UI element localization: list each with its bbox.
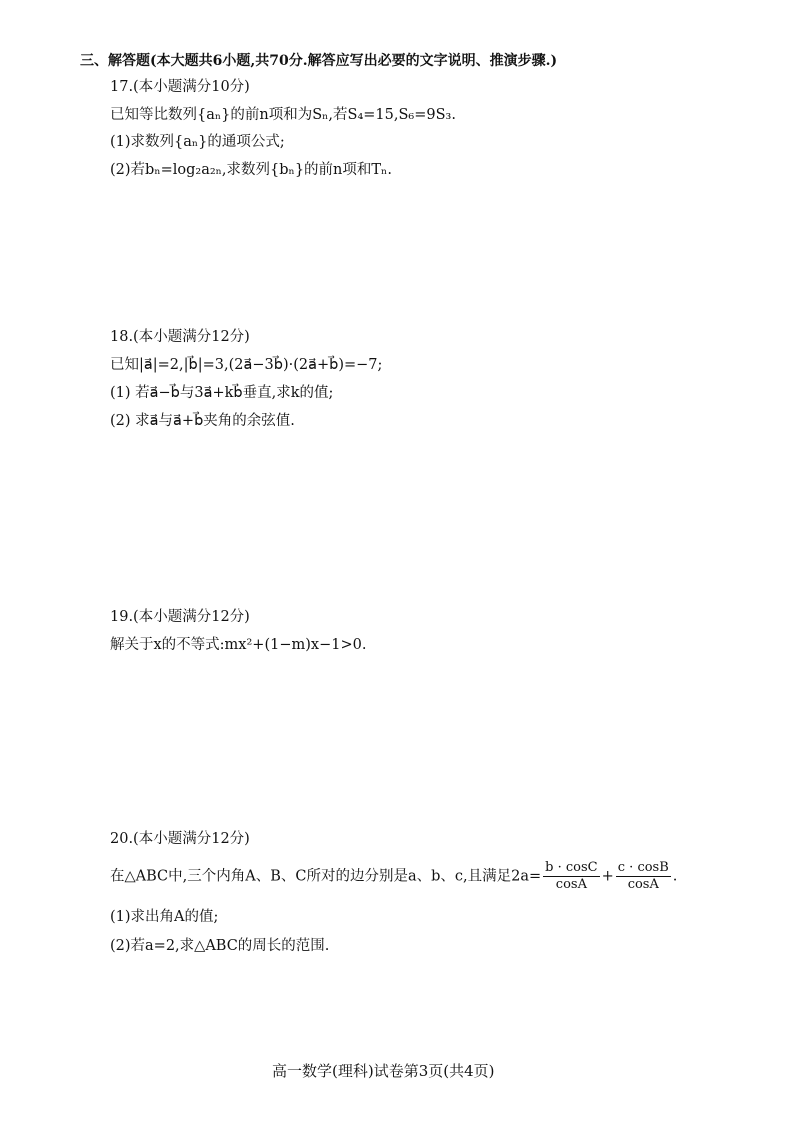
q19-stem: 解关于x的不等式:mx²+(1−m)x−1>0. (110, 637, 367, 653)
q20-fraction-1 (543, 860, 599, 893)
q20-frac1-numerator: b · cosC (545, 860, 598, 875)
q19-title: 19.(本小题满分12分) (110, 609, 250, 625)
q20-part2: (2)若a=2,求△ABC的周长的范围. (110, 938, 330, 954)
q18-stem: 已知|a⃗|=2,|b⃗|=3,(2a⃗−3b⃗)·(2a⃗+b⃗)=−7; (110, 357, 383, 373)
q20-stem-prefix: 在△ABC中,三个内角A、B、C所对的边分别是a、b、c,且满足2a= (110, 868, 542, 885)
q20-stem (110, 860, 677, 893)
q17-title: 17.(本小题满分10分) (110, 79, 250, 95)
q20-frac2-numerator: c · cosB (617, 860, 669, 875)
q17-part2: (2)若bₙ=log₂a₂ₙ,求数列{bₙ}的前n项和Tₙ. (110, 162, 392, 178)
q17-stem: 已知等比数列{aₙ}的前n项和为Sₙ,若S₄=15,S₆=9S₃. (110, 107, 456, 123)
q18-part2: (2) 求a⃗与a⃗+b⃗夹角的余弦值. (110, 413, 295, 429)
q18-part1: (1) 若a⃗−b⃗与3a⃗+kb⃗垂直,求k的值; (110, 385, 334, 401)
q20-plus: + (601, 868, 614, 885)
page-footer: 高一数学(理科)试卷第3页(共4页) (272, 1062, 495, 1080)
q20-part1: (1)求出角A的值; (110, 909, 219, 925)
q20-frac1-denominator: cosA (555, 877, 587, 892)
q20-fraction-2 (616, 860, 671, 893)
q20-stem-suffix: . (672, 868, 678, 885)
q20-title: 20.(本小题满分12分) (110, 831, 250, 847)
q17-part1: (1)求数列{aₙ}的通项公式; (110, 134, 285, 150)
q18-title: 18.(本小题满分12分) (110, 329, 250, 345)
q20-frac2-denominator: cosA (627, 877, 659, 892)
section-heading: 三、解答题(本大题共6小题,共70分.解答应写出必要的文字说明、推演步骤.) (80, 53, 558, 69)
